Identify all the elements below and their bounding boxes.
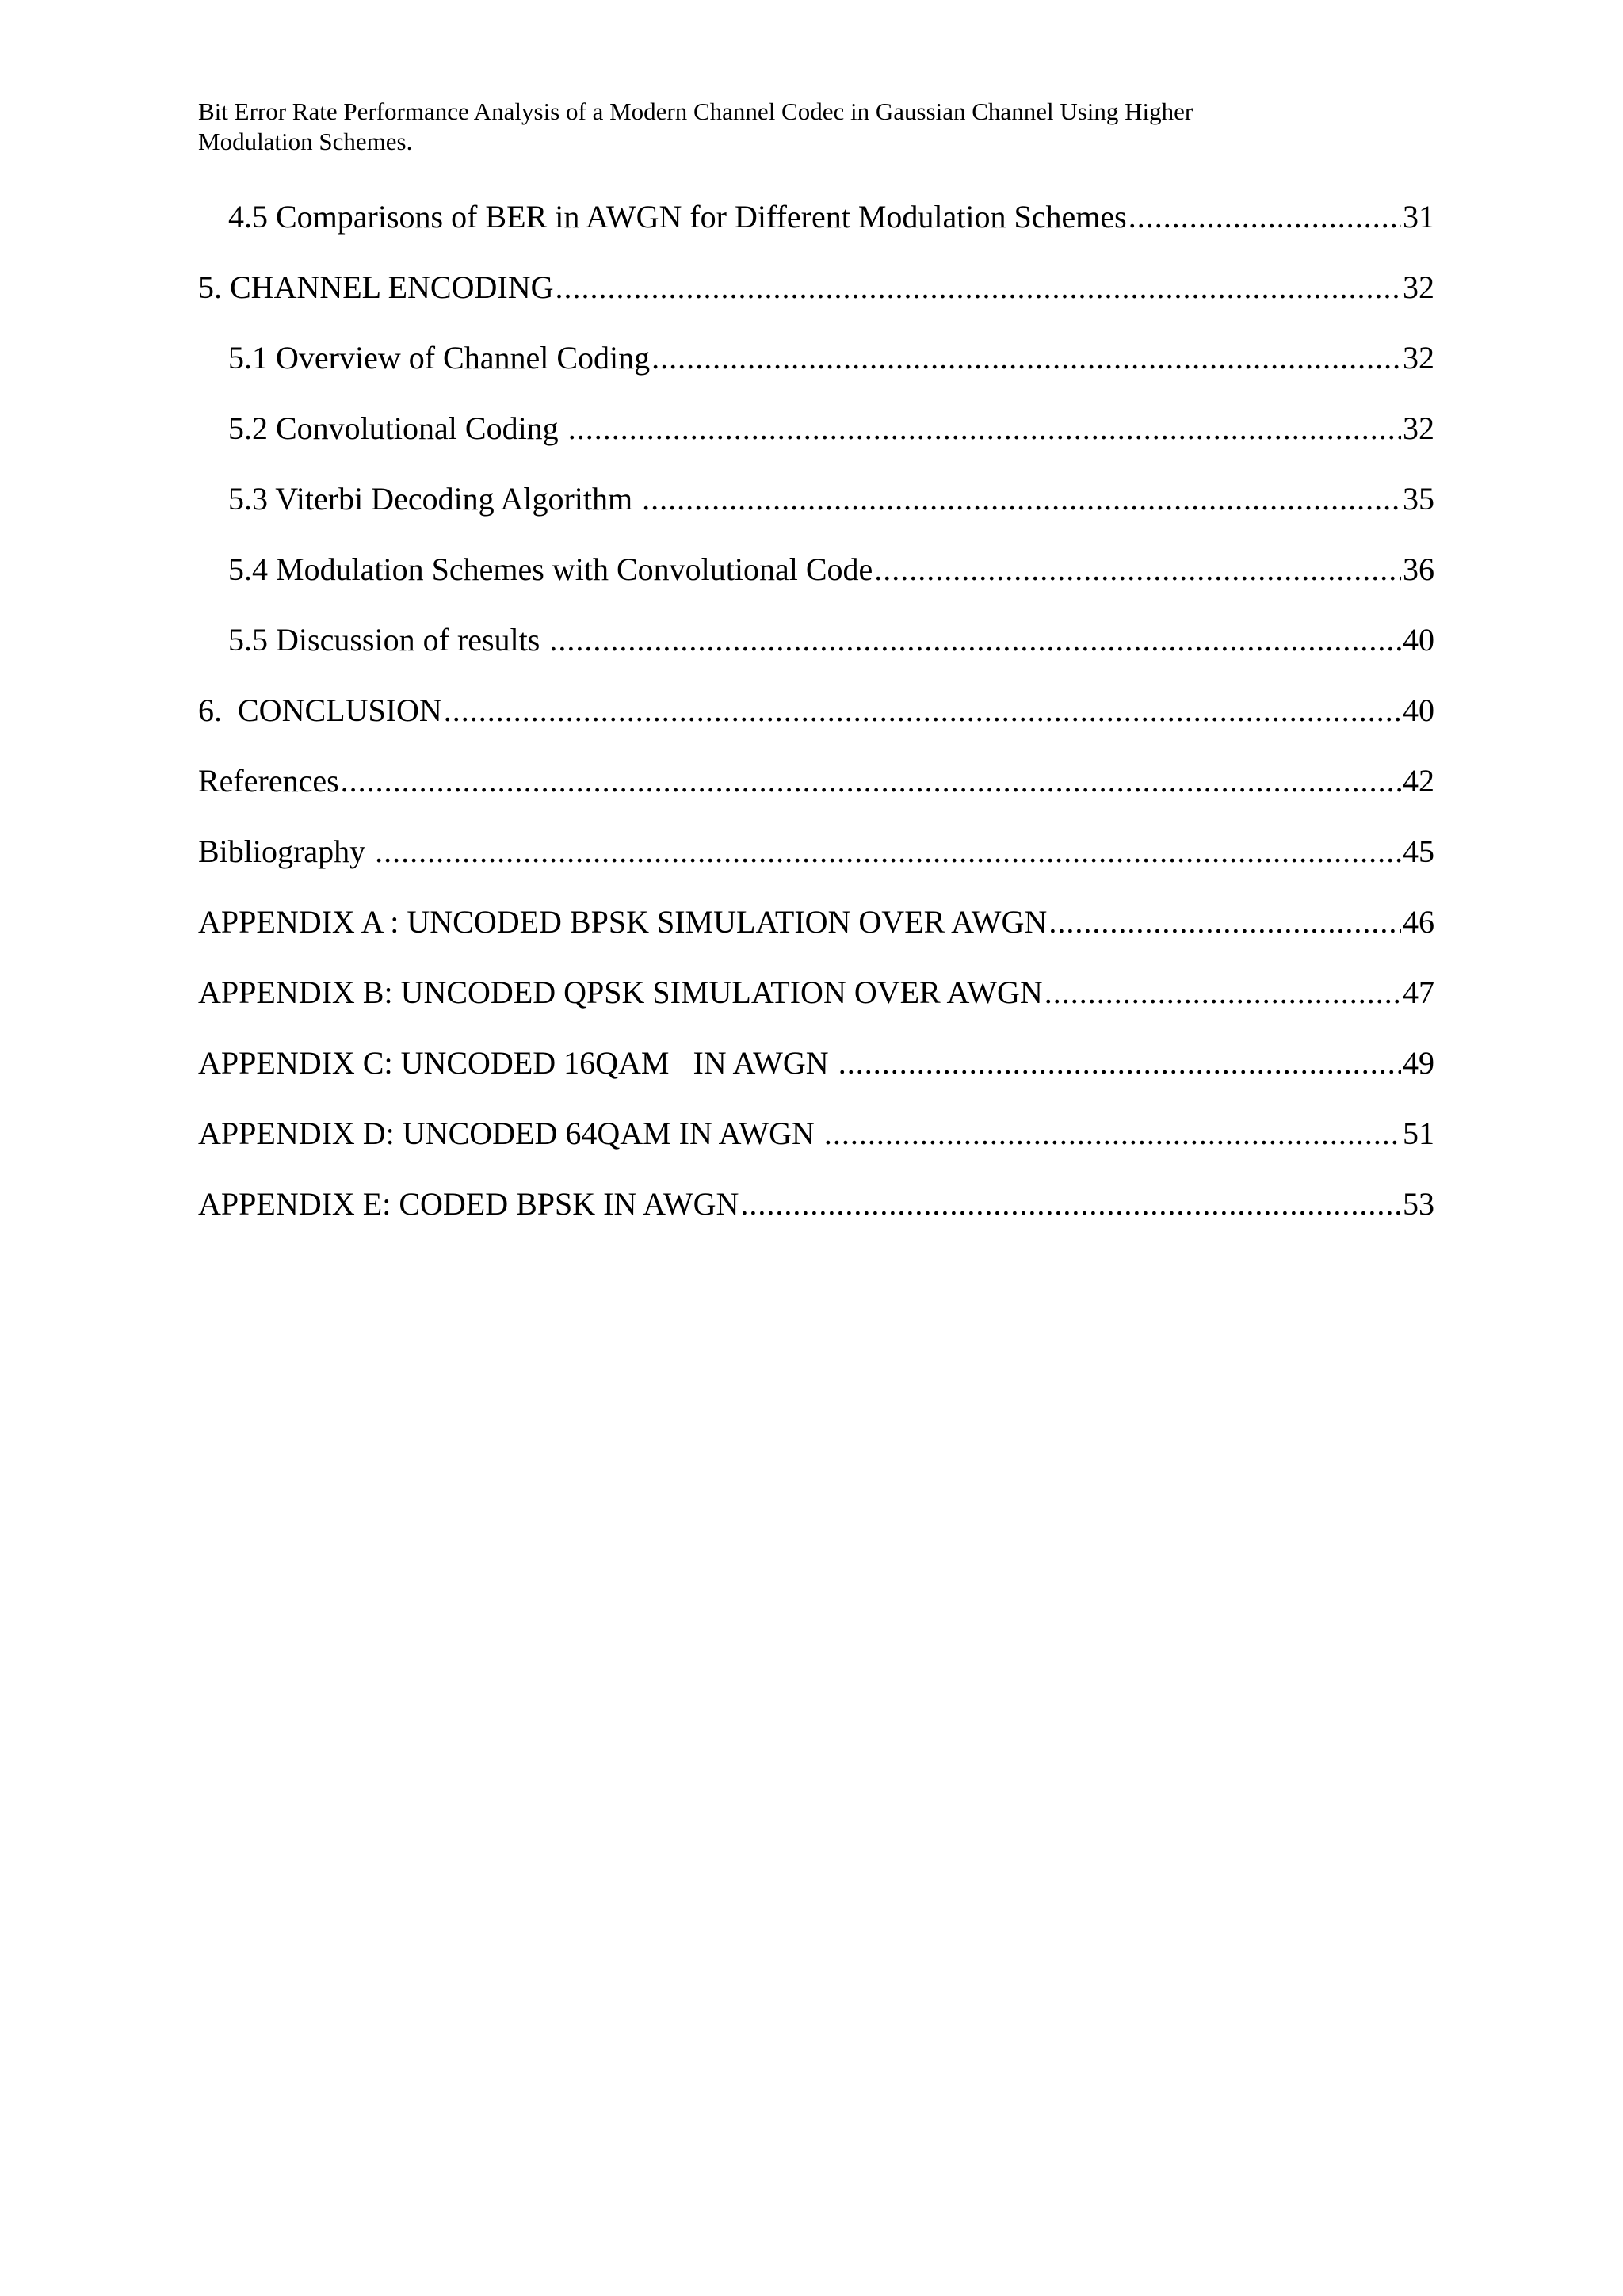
toc-entry[interactable] — [198, 828, 1434, 898]
toc-entry[interactable] — [198, 687, 1434, 757]
toc-dot-leader — [568, 405, 1401, 452]
header-line-2: Modulation Schemes. — [198, 128, 413, 155]
toc-dot-leader — [1128, 193, 1401, 241]
toc-entry-title: 4.5 Comparisons of BER in AWGN for Different Modulation Schemes — [228, 199, 1127, 235]
toc-dot-leader — [1048, 898, 1401, 946]
toc-entry-page-number: 49 — [1403, 1045, 1434, 1081]
header-line-1: Bit Error Rate Performance Analysis of a Modern Channel Codec in Gaussian Channel Using Higher — [198, 97, 1193, 125]
toc-entry-title: APPENDIX C: UNCODED 16QAM IN AWGN — [198, 1045, 837, 1081]
toc-entry-title: References — [198, 763, 339, 799]
toc-entry-page-number: 40 — [1403, 622, 1434, 658]
toc-entry[interactable] — [198, 969, 1434, 1039]
toc-entry-title: APPENDIX D: UNCODED 64QAM IN AWGN — [198, 1116, 823, 1151]
toc-entry-page-number: 42 — [1403, 763, 1434, 799]
toc-entry-page-number: 32 — [1403, 269, 1434, 305]
toc-entry[interactable] — [198, 264, 1434, 334]
toc-entry-title: APPENDIX A : UNCODED BPSK SIMULATION OVER AWGN — [198, 904, 1048, 940]
toc-entry-title: 5.1 Overview of Channel Coding — [228, 340, 651, 376]
toc-entry[interactable] — [198, 405, 1434, 475]
toc-entry-title: Bibliography — [198, 833, 374, 869]
toc-entry-title: 5. CHANNEL ENCODING — [198, 269, 554, 305]
toc-entry-page-number: 36 — [1403, 551, 1434, 587]
toc-dot-leader — [838, 1039, 1401, 1087]
toc-entry-page-number: 32 — [1403, 340, 1434, 376]
toc-dot-leader — [874, 546, 1401, 593]
toc-entry[interactable] — [198, 757, 1434, 828]
toc-dot-leader — [341, 757, 1401, 805]
toc-entry-title: 6. CONCLUSION — [198, 692, 442, 728]
toc-entry-page-number: 45 — [1403, 833, 1434, 869]
toc-dot-leader — [444, 687, 1401, 734]
toc-entry-page-number: 40 — [1403, 692, 1434, 728]
toc-entry-page-number: 35 — [1403, 481, 1434, 517]
toc-entry[interactable] — [198, 193, 1434, 264]
toc-entry-page-number: 53 — [1403, 1186, 1434, 1222]
toc-entry[interactable] — [198, 475, 1434, 546]
toc-entry-page-number: 31 — [1403, 199, 1434, 235]
toc-entry-title: APPENDIX E: CODED BPSK IN AWGN — [198, 1186, 739, 1222]
toc-dot-leader — [824, 1110, 1401, 1158]
table-of-contents — [198, 193, 1434, 1251]
toc-entry-page-number: 51 — [1403, 1116, 1434, 1151]
toc-entry-page-number: 46 — [1403, 904, 1434, 940]
toc-entry[interactable] — [198, 334, 1434, 405]
toc-entry-page-number: 47 — [1403, 974, 1434, 1010]
toc-dot-leader — [642, 475, 1401, 523]
toc-entry[interactable] — [198, 1110, 1434, 1180]
toc-entry-title: 5.2 Convolutional Coding — [228, 410, 567, 446]
toc-dot-leader — [740, 1180, 1401, 1228]
toc-dot-leader — [651, 334, 1401, 382]
toc-dot-leader — [549, 616, 1401, 664]
toc-entry-title: APPENDIX B: UNCODED QPSK SIMULATION OVER AWGN — [198, 974, 1043, 1010]
toc-entry[interactable] — [198, 546, 1434, 616]
running-header — [198, 97, 1387, 157]
toc-entry-title: 5.4 Modulation Schemes with Convolutional Code — [228, 551, 873, 587]
toc-dot-leader — [375, 828, 1401, 875]
toc-entry[interactable] — [198, 1180, 1434, 1251]
toc-entry[interactable] — [198, 616, 1434, 687]
toc-dot-leader — [1044, 969, 1401, 1016]
toc-entry[interactable] — [198, 1039, 1434, 1110]
toc-entry-title: 5.5 Discussion of results — [228, 622, 548, 658]
toc-entry[interactable] — [198, 898, 1434, 969]
toc-entry-page-number: 32 — [1403, 410, 1434, 446]
toc-dot-leader — [555, 264, 1401, 311]
toc-entry-title: 5.3 Viterbi Decoding Algorithm — [228, 481, 641, 517]
